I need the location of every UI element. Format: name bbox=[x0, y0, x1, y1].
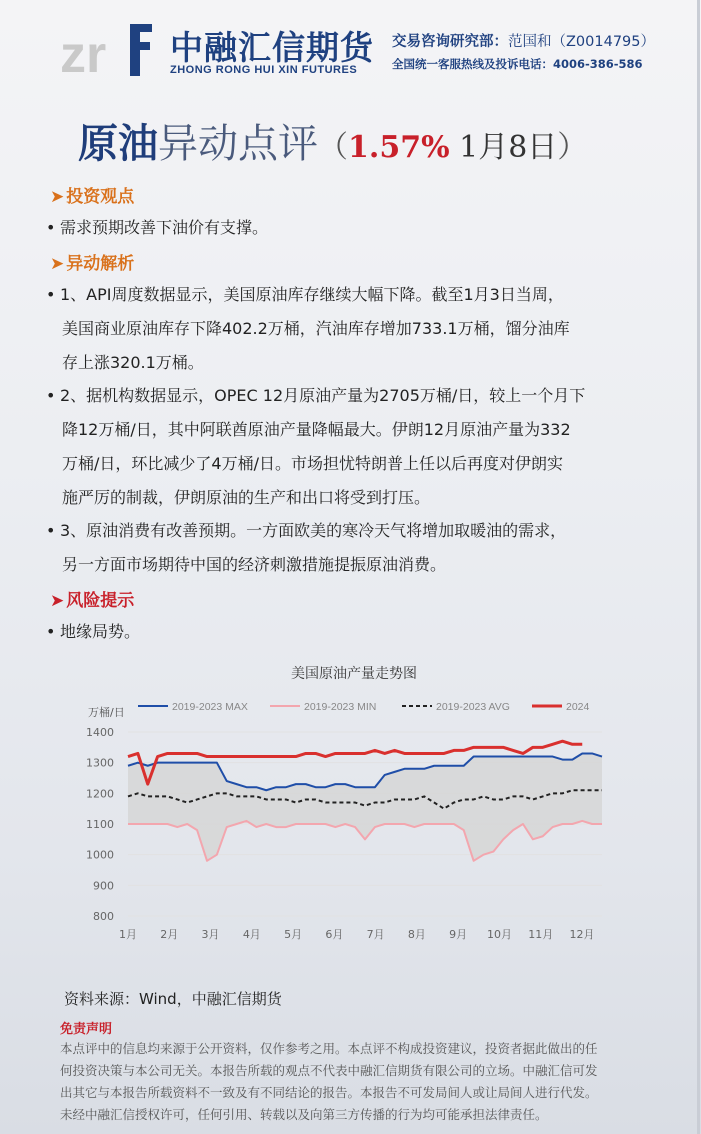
section-view-title: 投资观点 bbox=[66, 187, 135, 207]
data-source: 资料来源：Wind，中融汇信期货 bbox=[64, 990, 282, 1008]
disclaimer-line-4: 未经中融汇信授权许可，任何引用、转载以及向第三方传播的行为均可能承担法律责任。 bbox=[60, 1107, 548, 1122]
bullet-icon: • bbox=[46, 521, 56, 540]
section-risk-title: 风险提示 bbox=[66, 591, 135, 611]
risk-text: 地缘局势。 bbox=[60, 622, 141, 641]
title-main: 原油 bbox=[78, 120, 158, 167]
x-tick-label: 1月 bbox=[119, 928, 137, 941]
section-analysis-heading bbox=[50, 249, 134, 274]
point2-line2: 降12万桶/日，其中阿联酋原油产量降幅最大。伊朗12月原油产量为332 bbox=[62, 420, 571, 439]
bullet-icon: • bbox=[46, 218, 56, 237]
view-paragraph bbox=[46, 211, 662, 245]
x-tick-label: 5月 bbox=[284, 928, 303, 941]
max-min-band bbox=[128, 753, 602, 860]
arrow-icon: ➤ bbox=[50, 591, 65, 611]
arrow-icon: ➤ bbox=[50, 187, 65, 207]
arrow-icon: ➤ bbox=[50, 254, 65, 274]
disclaimer-line-2: 何投资决策与本公司无关。本报告所载的观点不代表中融汇信期货有限公司的立场。中融汇信可发 bbox=[60, 1063, 598, 1078]
x-tick-label: 6月 bbox=[325, 928, 344, 941]
svg-text:zr: zr bbox=[60, 26, 107, 82]
x-tick-label: 8月 bbox=[407, 928, 426, 941]
logo-english-name: ZHONG RONG HUI XIN FUTURES bbox=[170, 64, 358, 76]
x-tick-label: 11月 bbox=[528, 928, 554, 941]
x-tick-label: 2月 bbox=[160, 928, 179, 941]
bullet-icon: • bbox=[46, 285, 56, 304]
y-tick-label: 1400 bbox=[86, 726, 114, 739]
chart-y-label: 万桶/日 bbox=[88, 706, 125, 719]
y-tick-label: 900 bbox=[93, 879, 114, 893]
x-tick-label: 7月 bbox=[366, 928, 385, 941]
analysis-point-2 bbox=[46, 379, 662, 515]
logo-chinese-name: 中融汇信期货 bbox=[170, 28, 374, 67]
x-tick-label: 3月 bbox=[201, 928, 220, 941]
y-tick-label: 1000 bbox=[86, 848, 114, 862]
contact-name: 范国和（Z0014795） bbox=[508, 34, 656, 50]
x-tick-label: 12月 bbox=[569, 928, 595, 941]
section-risk-heading bbox=[50, 586, 134, 611]
legend-label: 2019-2023 MIN bbox=[304, 701, 377, 713]
disclaimer-text bbox=[60, 1038, 640, 1126]
x-tick-label: 4月 bbox=[242, 928, 261, 941]
point3-line1: 3、原油消费有改善预期。一方面欧美的寒冷天气将增加取暖油的需求， bbox=[60, 521, 567, 540]
bullet-icon: • bbox=[46, 386, 56, 405]
title-paren-close: ） bbox=[557, 130, 588, 165]
view-text: 需求预期改善下油价有支撑。 bbox=[60, 218, 269, 237]
point1-line2: 美国商业原油库存下降402.2万桶，汽油库存增加733.1万桶，馏分油库 bbox=[62, 319, 570, 338]
section-analysis-title: 异动解析 bbox=[66, 254, 135, 274]
analysis-point-3 bbox=[46, 514, 662, 582]
risk-paragraph bbox=[46, 615, 662, 649]
y-tick-label: 1300 bbox=[86, 756, 114, 770]
y-tick-label: 800 bbox=[93, 910, 114, 923]
section-view-heading bbox=[50, 182, 134, 207]
title-paren-open: （ bbox=[318, 130, 348, 165]
title-percent: 1.57% bbox=[348, 130, 450, 165]
disclaimer-title: 免责声明 bbox=[60, 1022, 113, 1037]
page-title bbox=[78, 112, 587, 169]
us-crude-production-chart bbox=[84, 656, 624, 946]
bullet-icon: • bbox=[46, 622, 56, 641]
point3-line2: 另一方面市场期待中国的经济刺激措施提振原油消费。 bbox=[62, 555, 447, 574]
disclaimer-line-3: 出其它与本报告所载资料不一致及有不同结论的报告。本报告不可发局间人或让局间人进行代发。 bbox=[60, 1085, 598, 1100]
contact-hotline: 全国统一客服热线及投诉电话：4006-386-586 bbox=[392, 57, 643, 71]
title-date: 1月8日 bbox=[449, 130, 558, 165]
chart-title: 美国原油产量走势图 bbox=[291, 666, 417, 682]
legend-label: 2019-2023 AVG bbox=[436, 701, 510, 713]
point2-line4: 施严厉的制裁，伊朗原油的生产和出口将受到打压。 bbox=[62, 488, 431, 507]
point2-line3: 万桶/日，环比减少了4万桶/日。市场担忧特朗普上任以后再度对伊朗实 bbox=[62, 454, 563, 473]
legend-label: 2024 bbox=[566, 701, 590, 713]
x-tick-label: 9月 bbox=[449, 928, 468, 941]
point1-line1: 1、API周度数据显示，美国原油库存继续大幅下降。截至1月3日当周， bbox=[60, 285, 564, 304]
point1-line3: 存上涨320.1万桶。 bbox=[62, 353, 204, 372]
title-sub: 异动点评 bbox=[158, 121, 318, 167]
disclaimer-line-1: 本点评中的信息均来源于公开资料，仅作参考之用。本点评不构成投资建议，投资者据此做出的任 bbox=[60, 1041, 598, 1056]
contact-analyst bbox=[392, 30, 655, 51]
right-divider bbox=[697, 0, 700, 1134]
header bbox=[0, 0, 701, 90]
contact-department: 交易咨询研究部： bbox=[392, 34, 508, 50]
y-tick-label: 1100 bbox=[86, 818, 114, 831]
legend-label: 2019-2023 MAX bbox=[172, 701, 248, 713]
point2-line1: 2、据机构数据显示，OPEC 12月原油产量为2705万桶/日，较上一个月下 bbox=[60, 386, 586, 405]
company-logo-icon bbox=[60, 10, 160, 82]
x-tick-label: 10月 bbox=[486, 928, 512, 941]
y-tick-label: 1200 bbox=[86, 787, 114, 801]
analysis-point-1 bbox=[46, 278, 662, 380]
